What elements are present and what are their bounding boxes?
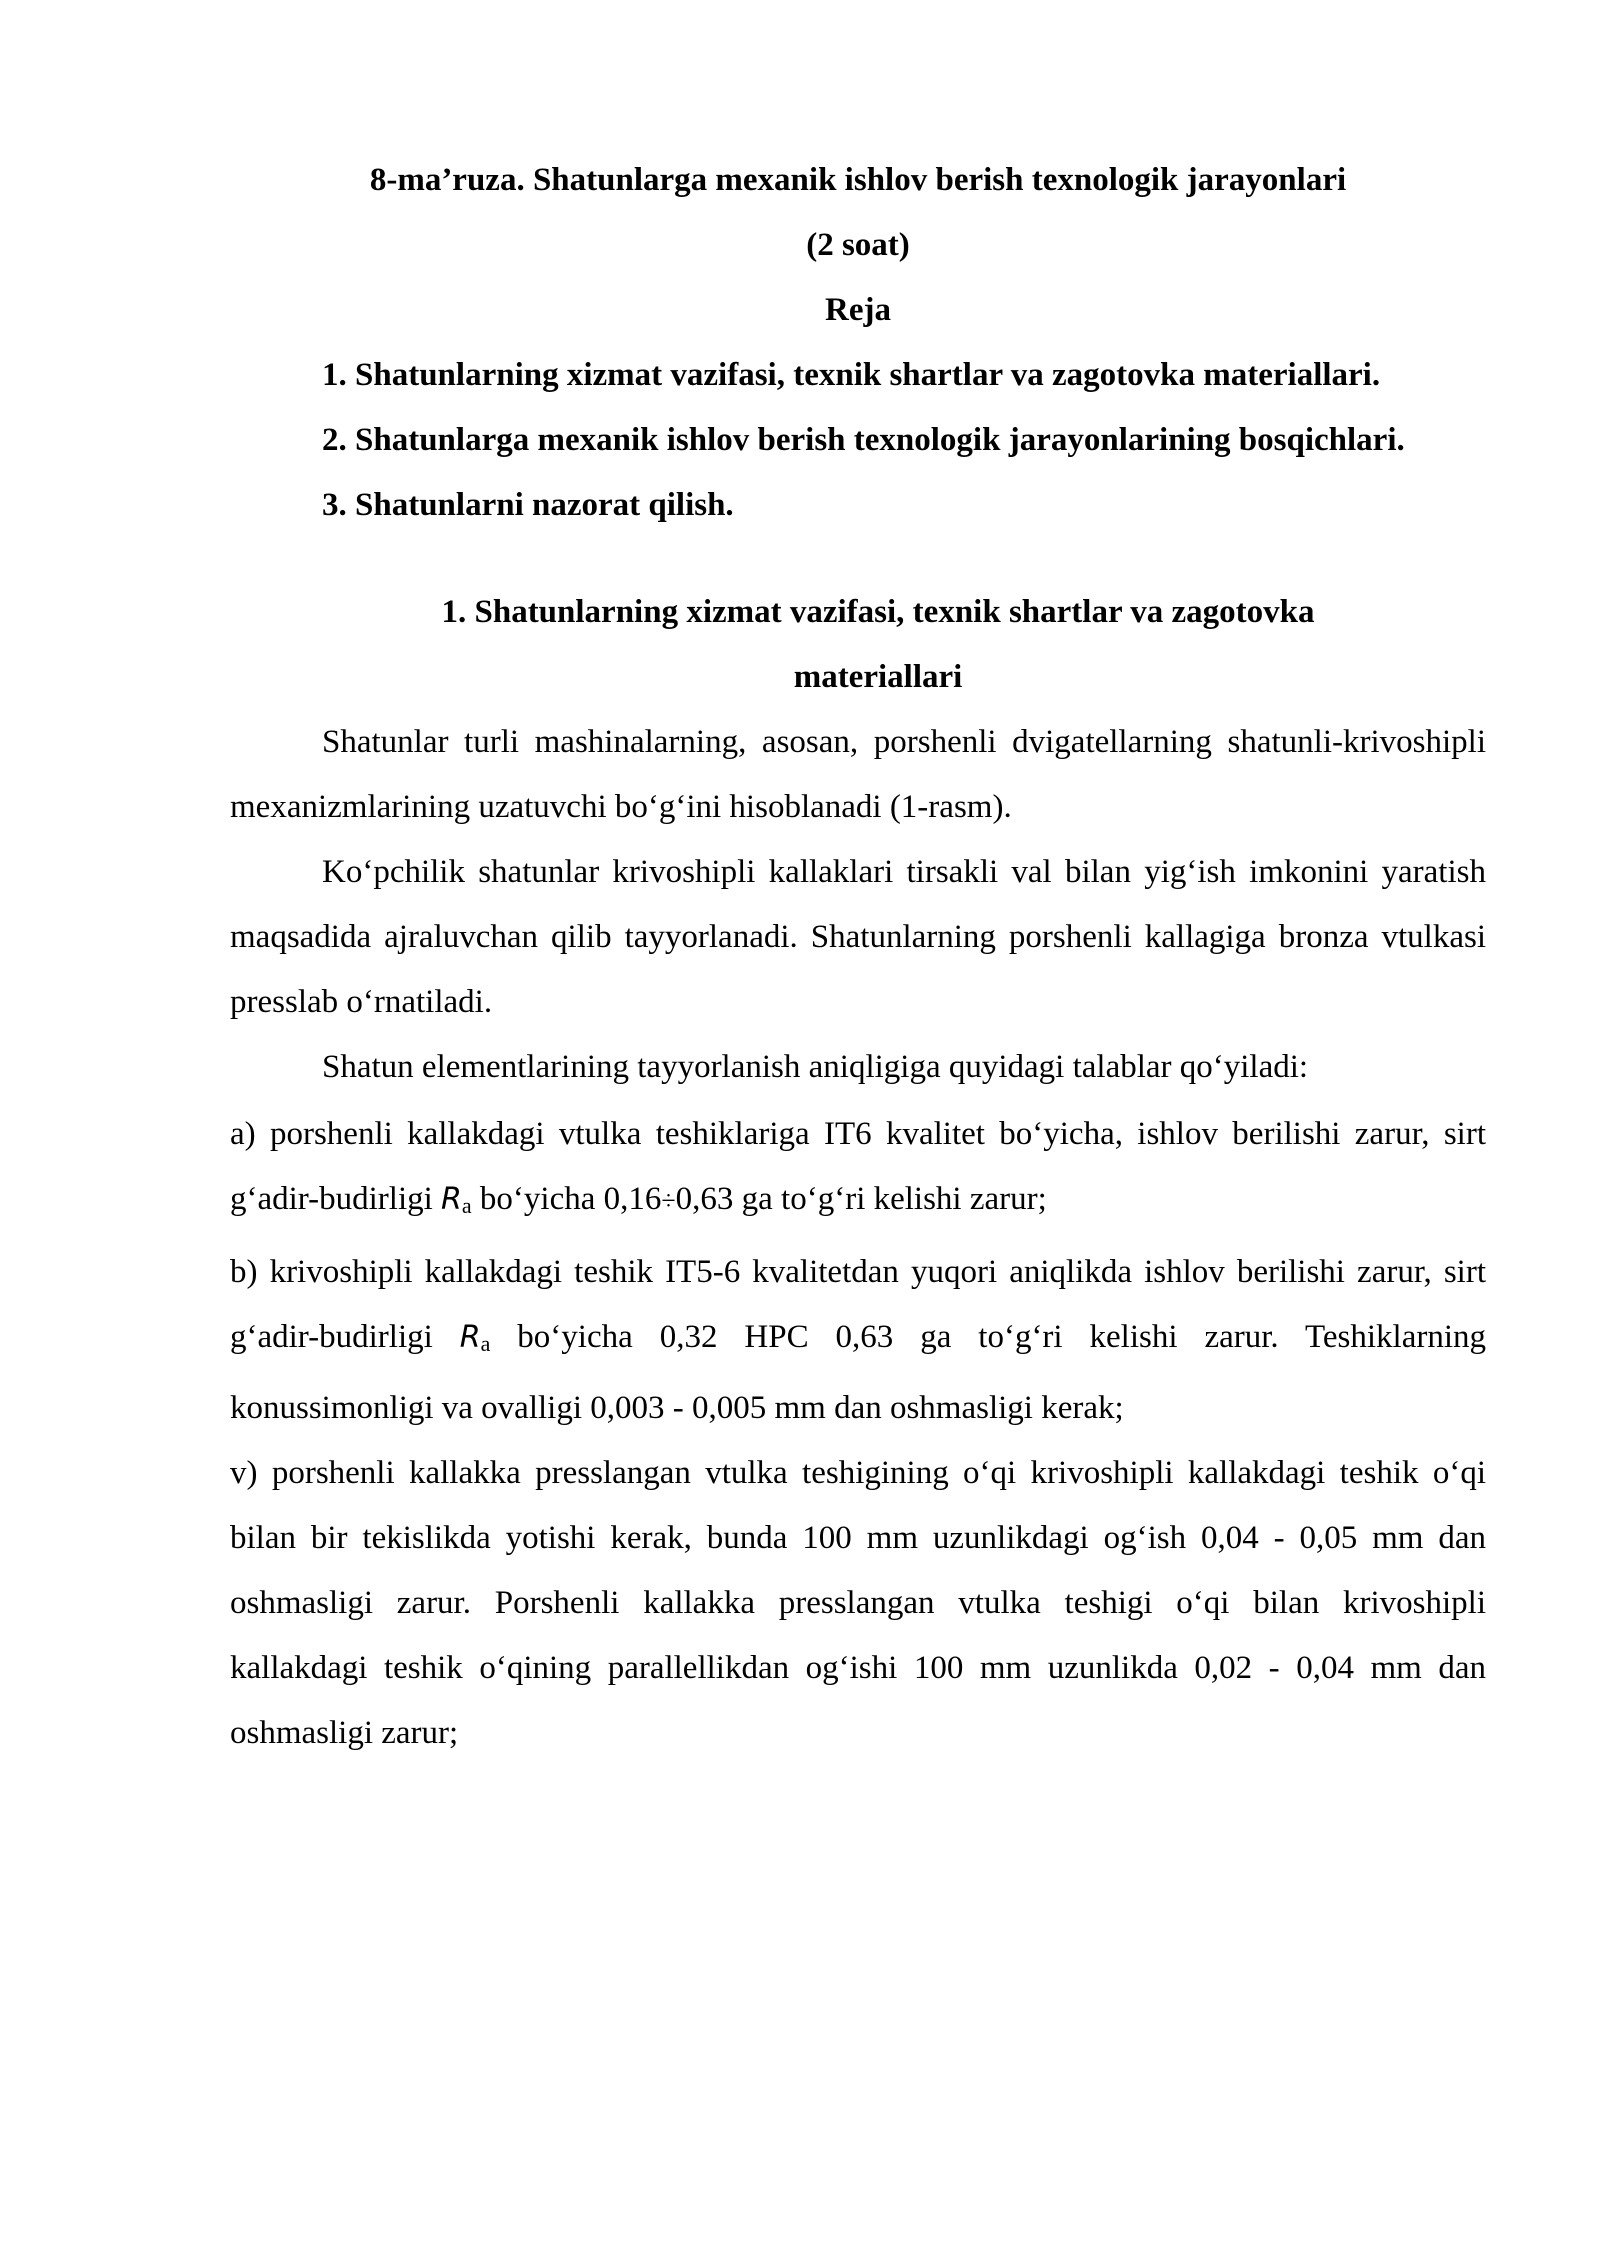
section-title-line-1: 1. Shatunlarning xizmat vazifasi, texnik shartlar va zagotovka: [441, 594, 1315, 630]
roughness-subscript: a: [480, 1331, 491, 1356]
plan-item-1: 1. Shatunlarning xizmat vazifasi, texnik shartlar va zagotovka materiallari.: [322, 357, 1381, 393]
plan-heading: Reja: [825, 292, 891, 328]
plan-item-2: 2. Shatunlarga mexanik ishlov berish texnologik jarayonlarining bosqichlari.: [322, 422, 1405, 458]
roughness-subscript: a: [461, 1193, 472, 1218]
requirement-b: [230, 1240, 1486, 1441]
paragraph-requirements-lead: Shatun elementlarining tayyorlanish aniqligiga quyidagi talablar qo‘yiladi:: [322, 1049, 1309, 1085]
division-sign: ÷: [661, 1186, 676, 1215]
requirement-a: [230, 1102, 1486, 1238]
requirement-a-text-1: a) porshenli kallakdagi vtulka teshiklariga IT6 kvalitet bo‘yicha, ishlov berilishi zarur, sirt g‘adir-budirligi: [230, 1116, 1486, 1217]
document-body: [230, 148, 1486, 1766]
section-spacer: [230, 538, 1486, 580]
roughness-symbol: R: [441, 1182, 462, 1217]
requirement-a-text-2: bo‘yicha 0,16: [471, 1181, 662, 1217]
paragraph-split-heads: Ko‘pchilik shatunlar krivoshipli kallaklari tirsakli val bilan yig‘ish imkonini yaratish maqsadida ajraluvchan qilib tayyorlanadi. Shatunlarning porshenli kallagiga bronza vtulkasi presslab o‘rnatiladi.: [230, 854, 1486, 1020]
lecture-hours: (2 soat): [806, 227, 910, 263]
requirement-b-text-2: bo‘yicha 0,32 HPC 0,63 ga to‘g‘ri kelishi zarur. Teshiklarning konussimonligi va ovalligi 0,003 - 0,005 mm dan oshmasligi kerak;: [230, 1319, 1486, 1426]
paragraph-intro: Shatunlar turli mashinalarning, asosan, porshenli dvigatellarning shatunli-krivoshipli mexanizmlarining uzatuvchi bo‘g‘ini hisoblanadi (1-rasm).: [230, 724, 1486, 825]
requirement-v: v) porshenli kallakka presslangan vtulka teshigining o‘qi krivoshipli kallakdagi teshik o‘qi bilan bir tekislikda yotishi kerak, bunda 100 mm uzunlikdagi og‘ish 0,04 - 0,05 mm dan oshmasligi zarur. Porshenli kallakka presslangan vtulka teshigi o‘qi bilan krivoshipli kallakdagi teshik o‘qining parallellikdan og‘ishi 100 mm uzunlikda 0,02 - 0,04 mm dan oshmasligi zarur;: [230, 1455, 1486, 1751]
section-title-line-2: materiallari: [793, 659, 963, 695]
requirement-b-text-1: b) krivoshipli kallakdagi teshik IT5-6 kvalitetdan yuqori aniqlikda ishlov berilishi zarur, sirt g‘adir-budirligi: [230, 1254, 1486, 1355]
plan-item-3: 3. Shatunlarni nazorat qilish.: [322, 487, 734, 523]
lecture-title: 8-ma’ruza. Shatunlarga mexanik ishlov berish texnologik jarayonlari: [369, 162, 1347, 198]
requirement-a-text-3: 0,63 ga to‘g‘ri kelishi zarur;: [675, 1181, 1047, 1217]
roughness-symbol: R: [459, 1320, 481, 1355]
